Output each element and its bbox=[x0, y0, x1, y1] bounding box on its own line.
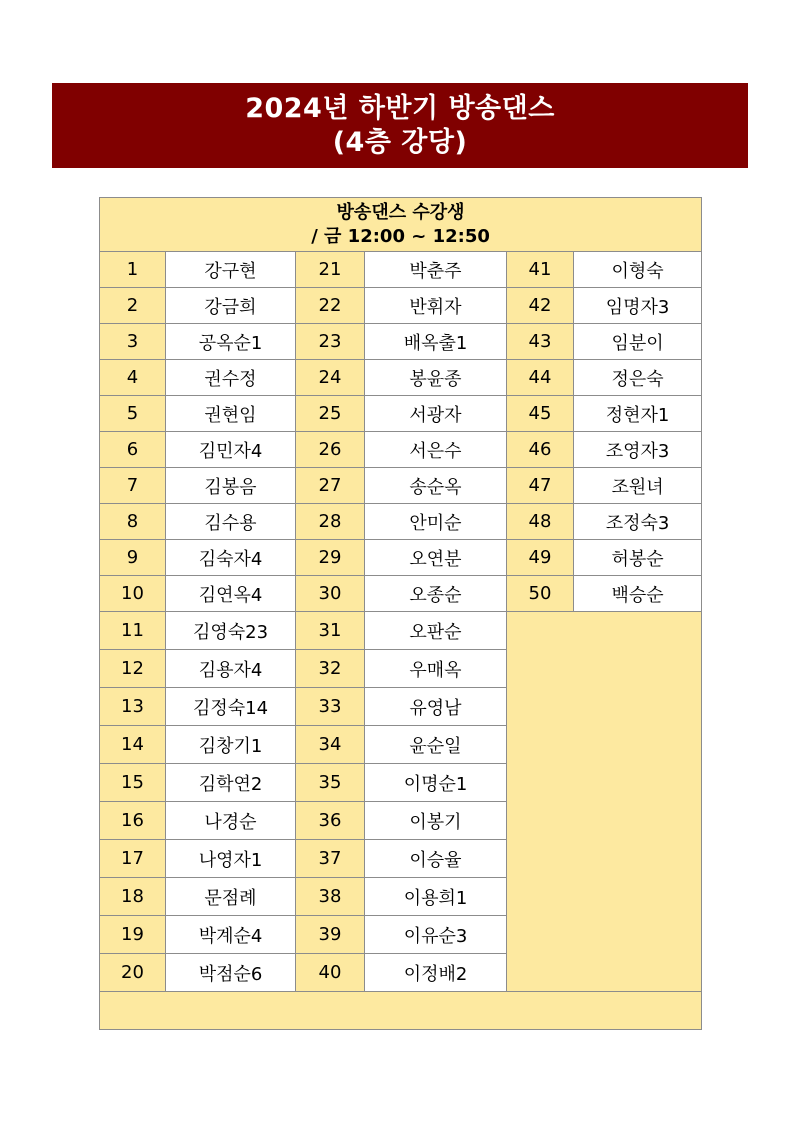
student-name: 백승순 bbox=[574, 576, 702, 612]
student-name: 김숙자4 bbox=[166, 540, 296, 576]
student-number: 10 bbox=[100, 576, 166, 612]
student-number: 6 bbox=[100, 432, 166, 468]
student-name: 반휘자 bbox=[365, 288, 507, 324]
student-number: 2 bbox=[100, 288, 166, 324]
student-number: 47 bbox=[507, 468, 574, 504]
student-name: 박점순6 bbox=[166, 954, 296, 992]
student-number: 13 bbox=[100, 688, 166, 726]
title-line-1: 2024년 하반기 방송댄스 bbox=[245, 93, 555, 124]
student-number: 38 bbox=[296, 878, 365, 916]
table-footer bbox=[100, 992, 702, 1030]
table-row bbox=[100, 360, 702, 396]
student-number: 19 bbox=[100, 916, 166, 954]
student-name: 유영남 bbox=[365, 688, 507, 726]
header-schedule: / 금 12:00 ~ 12:50 bbox=[311, 225, 490, 247]
student-name: 권수정 bbox=[166, 360, 296, 396]
student-number: 35 bbox=[296, 764, 365, 802]
student-name: 안미순 bbox=[365, 504, 507, 540]
student-number: 27 bbox=[296, 468, 365, 504]
student-number: 15 bbox=[100, 764, 166, 802]
student-name: 김민자4 bbox=[166, 432, 296, 468]
student-name: 이용희1 bbox=[365, 878, 507, 916]
student-name: 정현자1 bbox=[574, 396, 702, 432]
table-row bbox=[100, 324, 702, 360]
student-name: 박계순4 bbox=[166, 916, 296, 954]
student-name: 서은수 bbox=[365, 432, 507, 468]
student-number: 32 bbox=[296, 650, 365, 688]
student-number: 22 bbox=[296, 288, 365, 324]
student-number: 50 bbox=[507, 576, 574, 612]
student-number: 12 bbox=[100, 650, 166, 688]
student-name: 이명순1 bbox=[365, 764, 507, 802]
student-number: 23 bbox=[296, 324, 365, 360]
table-row bbox=[100, 540, 702, 576]
student-number: 30 bbox=[296, 576, 365, 612]
student-number: 1 bbox=[100, 252, 166, 288]
student-name: 송순옥 bbox=[365, 468, 507, 504]
student-name: 박춘주 bbox=[365, 252, 507, 288]
student-name: 오판순 bbox=[365, 612, 507, 650]
student-name: 김용자4 bbox=[166, 650, 296, 688]
student-name: 이유순3 bbox=[365, 916, 507, 954]
student-number: 45 bbox=[507, 396, 574, 432]
student-number: 42 bbox=[507, 288, 574, 324]
student-name: 서광자 bbox=[365, 396, 507, 432]
student-number: 9 bbox=[100, 540, 166, 576]
table-row bbox=[100, 468, 702, 504]
student-name: 임분이 bbox=[574, 324, 702, 360]
student-name: 우매옥 bbox=[365, 650, 507, 688]
student-number: 40 bbox=[296, 954, 365, 992]
student-number: 5 bbox=[100, 396, 166, 432]
student-name: 조원녀 bbox=[574, 468, 702, 504]
student-name: 김창기1 bbox=[166, 726, 296, 764]
student-name: 이승율 bbox=[365, 840, 507, 878]
student-name: 문점례 bbox=[166, 878, 296, 916]
student-name: 조영자3 bbox=[574, 432, 702, 468]
student-number: 49 bbox=[507, 540, 574, 576]
student-name: 이정배2 bbox=[365, 954, 507, 992]
student-name: 김정숙14 bbox=[166, 688, 296, 726]
title-line-2: (4층 강당) bbox=[332, 127, 468, 158]
student-number: 20 bbox=[100, 954, 166, 992]
student-name: 권현임 bbox=[166, 396, 296, 432]
student-name: 김수용 bbox=[166, 504, 296, 540]
student-name: 이봉기 bbox=[365, 802, 507, 840]
student-number: 46 bbox=[507, 432, 574, 468]
student-number: 8 bbox=[100, 504, 166, 540]
student-name: 김봉음 bbox=[166, 468, 296, 504]
table-row bbox=[100, 252, 702, 288]
student-number: 34 bbox=[296, 726, 365, 764]
student-name: 나경순 bbox=[166, 802, 296, 840]
student-number: 18 bbox=[100, 878, 166, 916]
student-name: 오연분 bbox=[365, 540, 507, 576]
student-name: 배옥출1 bbox=[365, 324, 507, 360]
student-name: 임명자3 bbox=[574, 288, 702, 324]
student-number: 31 bbox=[296, 612, 365, 650]
student-number: 17 bbox=[100, 840, 166, 878]
table-row bbox=[100, 396, 702, 432]
empty-area bbox=[507, 612, 702, 992]
student-number: 21 bbox=[296, 252, 365, 288]
student-number: 28 bbox=[296, 504, 365, 540]
table-row bbox=[100, 288, 702, 324]
student-name: 조정숙3 bbox=[574, 504, 702, 540]
table-header-row bbox=[100, 198, 702, 252]
student-name: 강구현 bbox=[166, 252, 296, 288]
student-number: 25 bbox=[296, 396, 365, 432]
student-number: 33 bbox=[296, 688, 365, 726]
table-row bbox=[100, 504, 702, 540]
student-number: 29 bbox=[296, 540, 365, 576]
student-name: 강금희 bbox=[166, 288, 296, 324]
table-row bbox=[100, 432, 702, 468]
student-number: 36 bbox=[296, 802, 365, 840]
student-number: 7 bbox=[100, 468, 166, 504]
student-name: 오종순 bbox=[365, 576, 507, 612]
student-number: 3 bbox=[100, 324, 166, 360]
student-number: 4 bbox=[100, 360, 166, 396]
table-row bbox=[100, 612, 702, 650]
roster-body bbox=[100, 198, 702, 1030]
title-banner bbox=[52, 83, 748, 168]
table-footer-row bbox=[100, 992, 702, 1030]
student-roster-table bbox=[99, 197, 702, 1030]
student-number: 43 bbox=[507, 324, 574, 360]
student-number: 26 bbox=[296, 432, 365, 468]
student-name: 허봉순 bbox=[574, 540, 702, 576]
student-number: 44 bbox=[507, 360, 574, 396]
header-title: 방송댄스 수강생 bbox=[336, 201, 465, 223]
student-number: 24 bbox=[296, 360, 365, 396]
student-number: 11 bbox=[100, 612, 166, 650]
student-number: 16 bbox=[100, 802, 166, 840]
table-row bbox=[100, 576, 702, 612]
student-name: 이형숙 bbox=[574, 252, 702, 288]
student-number: 48 bbox=[507, 504, 574, 540]
student-name: 봉윤종 bbox=[365, 360, 507, 396]
student-name: 김연옥4 bbox=[166, 576, 296, 612]
student-number: 14 bbox=[100, 726, 166, 764]
student-name: 공옥순1 bbox=[166, 324, 296, 360]
student-name: 나영자1 bbox=[166, 840, 296, 878]
student-number: 37 bbox=[296, 840, 365, 878]
student-name: 윤순일 bbox=[365, 726, 507, 764]
student-name: 김영숙23 bbox=[166, 612, 296, 650]
student-number: 41 bbox=[507, 252, 574, 288]
table-header bbox=[100, 198, 702, 252]
student-name: 김학연2 bbox=[166, 764, 296, 802]
student-name: 정은숙 bbox=[574, 360, 702, 396]
student-number: 39 bbox=[296, 916, 365, 954]
